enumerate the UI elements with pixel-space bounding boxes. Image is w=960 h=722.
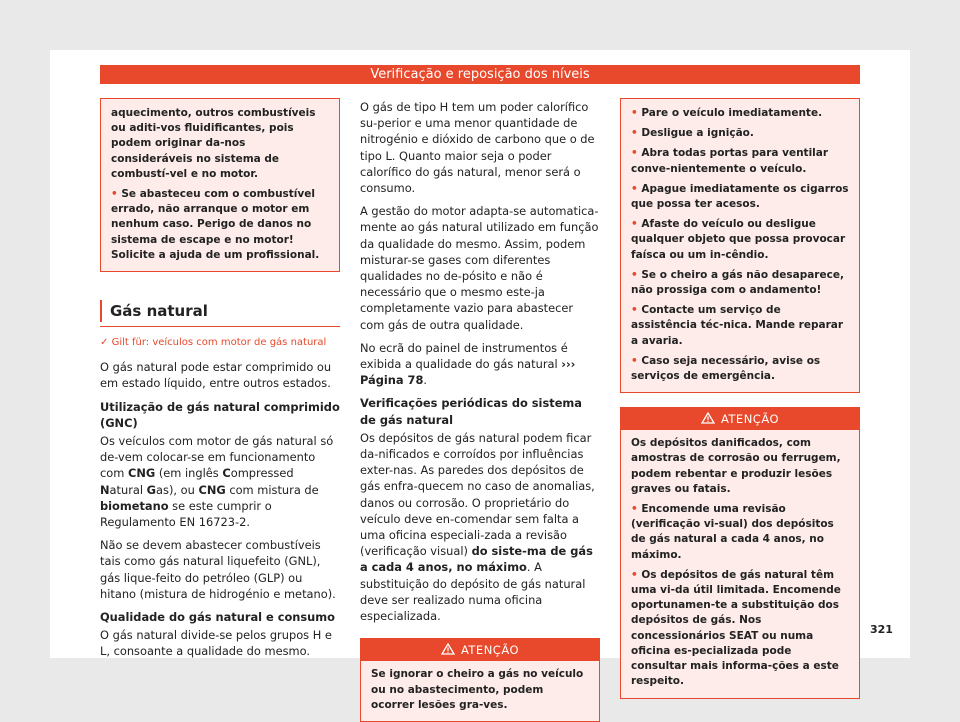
warning-header (361, 639, 599, 661)
warning-text: Os depósitos danificados, com amostras de corrosão ou ferrugem, podem rebentar e produzir lesões graves ou fatais. (631, 437, 841, 495)
paragraph: Não se devem abastecer combustíveis tais como gás natural liquefeito (GNL), gás lique-feito do petróleo (GLP) ou hitano (mistura de hidrogénio e metano). (100, 538, 336, 601)
list-item: • Os depósitos de gás natural têm uma vi-da útil limitada. Encomende oportunamen-te a substituição dos depósitos de gás. Nos concessionários SEAT ou numa oficina es-pecializada pode consultar mais informa-ções a este respeito. (631, 568, 841, 688)
paragraph: O gás de tipo H tem um poder calorífico su-perior e uma menor quantidade de nitrogénio e dióxido de carbono que o de tipo L. Quanto maior seja o poder calorífico do gás natural, menor será o consumo. (360, 100, 595, 196)
list-item: • Pare o veículo imediatamente. (631, 107, 823, 119)
warning-box (620, 407, 860, 698)
list-item: • Encomende uma revisão (verificação vi-sual) dos depósitos de gás natural a cada 4 anos, no máximo. (631, 503, 834, 561)
column-1 (100, 98, 340, 667)
subheading: Verificações periódicas do sistema de gás natural (360, 396, 582, 427)
column-3 (620, 98, 860, 699)
paragraph: No ecrã do painel de instrumentos é exibida a qualidade do gás natural ››› Página 78. (360, 340, 576, 388)
bullet-icon: • (111, 188, 118, 201)
section-header (100, 300, 340, 327)
section-title: Gás natural (100, 300, 340, 322)
paragraph: A gestão do motor adapta-se automatica-mente ao gás natural utilizado em função da qualidade do mesmo. Assim, podem misturar-se gases com diferentes qualidades no de-pósito e não é necessário que o mesmo este-ja completamente vazio para abastecer com gás de outra qualidade. (360, 204, 599, 332)
page-reference-link[interactable]: ››› Página 78 (360, 357, 576, 388)
paragraph: O gás natural divide-se pelos grupos H e L, consoante a qualidade do mesmo. (100, 628, 332, 659)
warning-text: Se ignorar o cheiro a gás no veículo ou no abastecimento, podem ocorrer lesões gra-ves. (371, 668, 584, 711)
notice-box (100, 98, 340, 272)
warning-header (621, 408, 859, 430)
applies-to: ✓ Gilt für: veículos com motor de gás natural (100, 337, 327, 349)
list-item: • Abra todas portas para ventilar conve-nientemente o veículo. (631, 147, 829, 175)
notice-bullet-item: • Se abasteceu com o combustível errado, não arranque o motor em nenhum caso. Perigo de danos no sistema de escape e no motor! Solicite a ajuda de um profissional. (111, 188, 320, 261)
paragraph: Os depósitos de gás natural podem ficar da-nificados e corroídos por influências exter-nas. As paredes dos depósitos de gás enfra-quecem no caso de anomalias, danos ou corrosão. O proprietário do veículo deve en-comendar sem falta a uma oficina especiali-zada a revisão (verificação visual) do siste-ma de gás a cada 4 anos, no máximo. A substituição do depósito de gás natural deve ser realizado numa oficina especializada. (360, 430, 595, 624)
list-item: • Afaste do veículo ou desligue qualquer objeto que possa provocar faísca ou um in-cêndio. (631, 218, 846, 261)
section-divider (100, 326, 340, 327)
warning-triangle-icon (441, 643, 455, 655)
subheading: Qualidade do gás natural e consumo (100, 610, 335, 625)
warning-box (360, 638, 600, 722)
warning-title: ATENÇÃO (460, 643, 520, 658)
paragraph: O gás natural pode estar comprimido ou em estado líquido, entre outros estados. (100, 360, 332, 391)
warning-title: ATENÇÃO (720, 412, 780, 427)
list-item: • Apague imediatamente os cigarros que possa ter acesos. (631, 182, 849, 211)
list-item: • Se o cheiro a gás não desaparece, não prossiga com o andamento! (631, 268, 844, 297)
list-item: • Desligue a ignição. (631, 127, 754, 140)
paragraph: Os veículos com motor de gás natural só de-vem colocar-se em funcionamento com CNG (em inglês Compressed Natural Gas), ou CNG com mistura de biometano se este cumprir o Regulamento EN 16723-2. (100, 434, 334, 530)
page-title: Verificação e reposição dos níveis (370, 67, 590, 82)
checkmark-icon: ✓ (100, 337, 109, 349)
column-2 (360, 99, 600, 722)
warning-triangle-icon (701, 412, 715, 424)
subheading: Utilização de gás natural comprimido (GNC) (100, 399, 340, 430)
instructions-box (620, 98, 860, 393)
page-number: 321 (870, 623, 893, 636)
notice-text: aquecimento, outros combustíveis ou aditi-vos fluidificantes, pois podem originar da-nos consideráveis no sistema de combustí-vel e no motor. (111, 107, 316, 180)
list-item: • Caso seja necessário, avise os serviços de emergência. (631, 354, 821, 383)
page-header (100, 65, 860, 84)
list-item: • Contacte um serviço de assistência téc-nica. Mande reparar a avaria. (631, 304, 844, 347)
